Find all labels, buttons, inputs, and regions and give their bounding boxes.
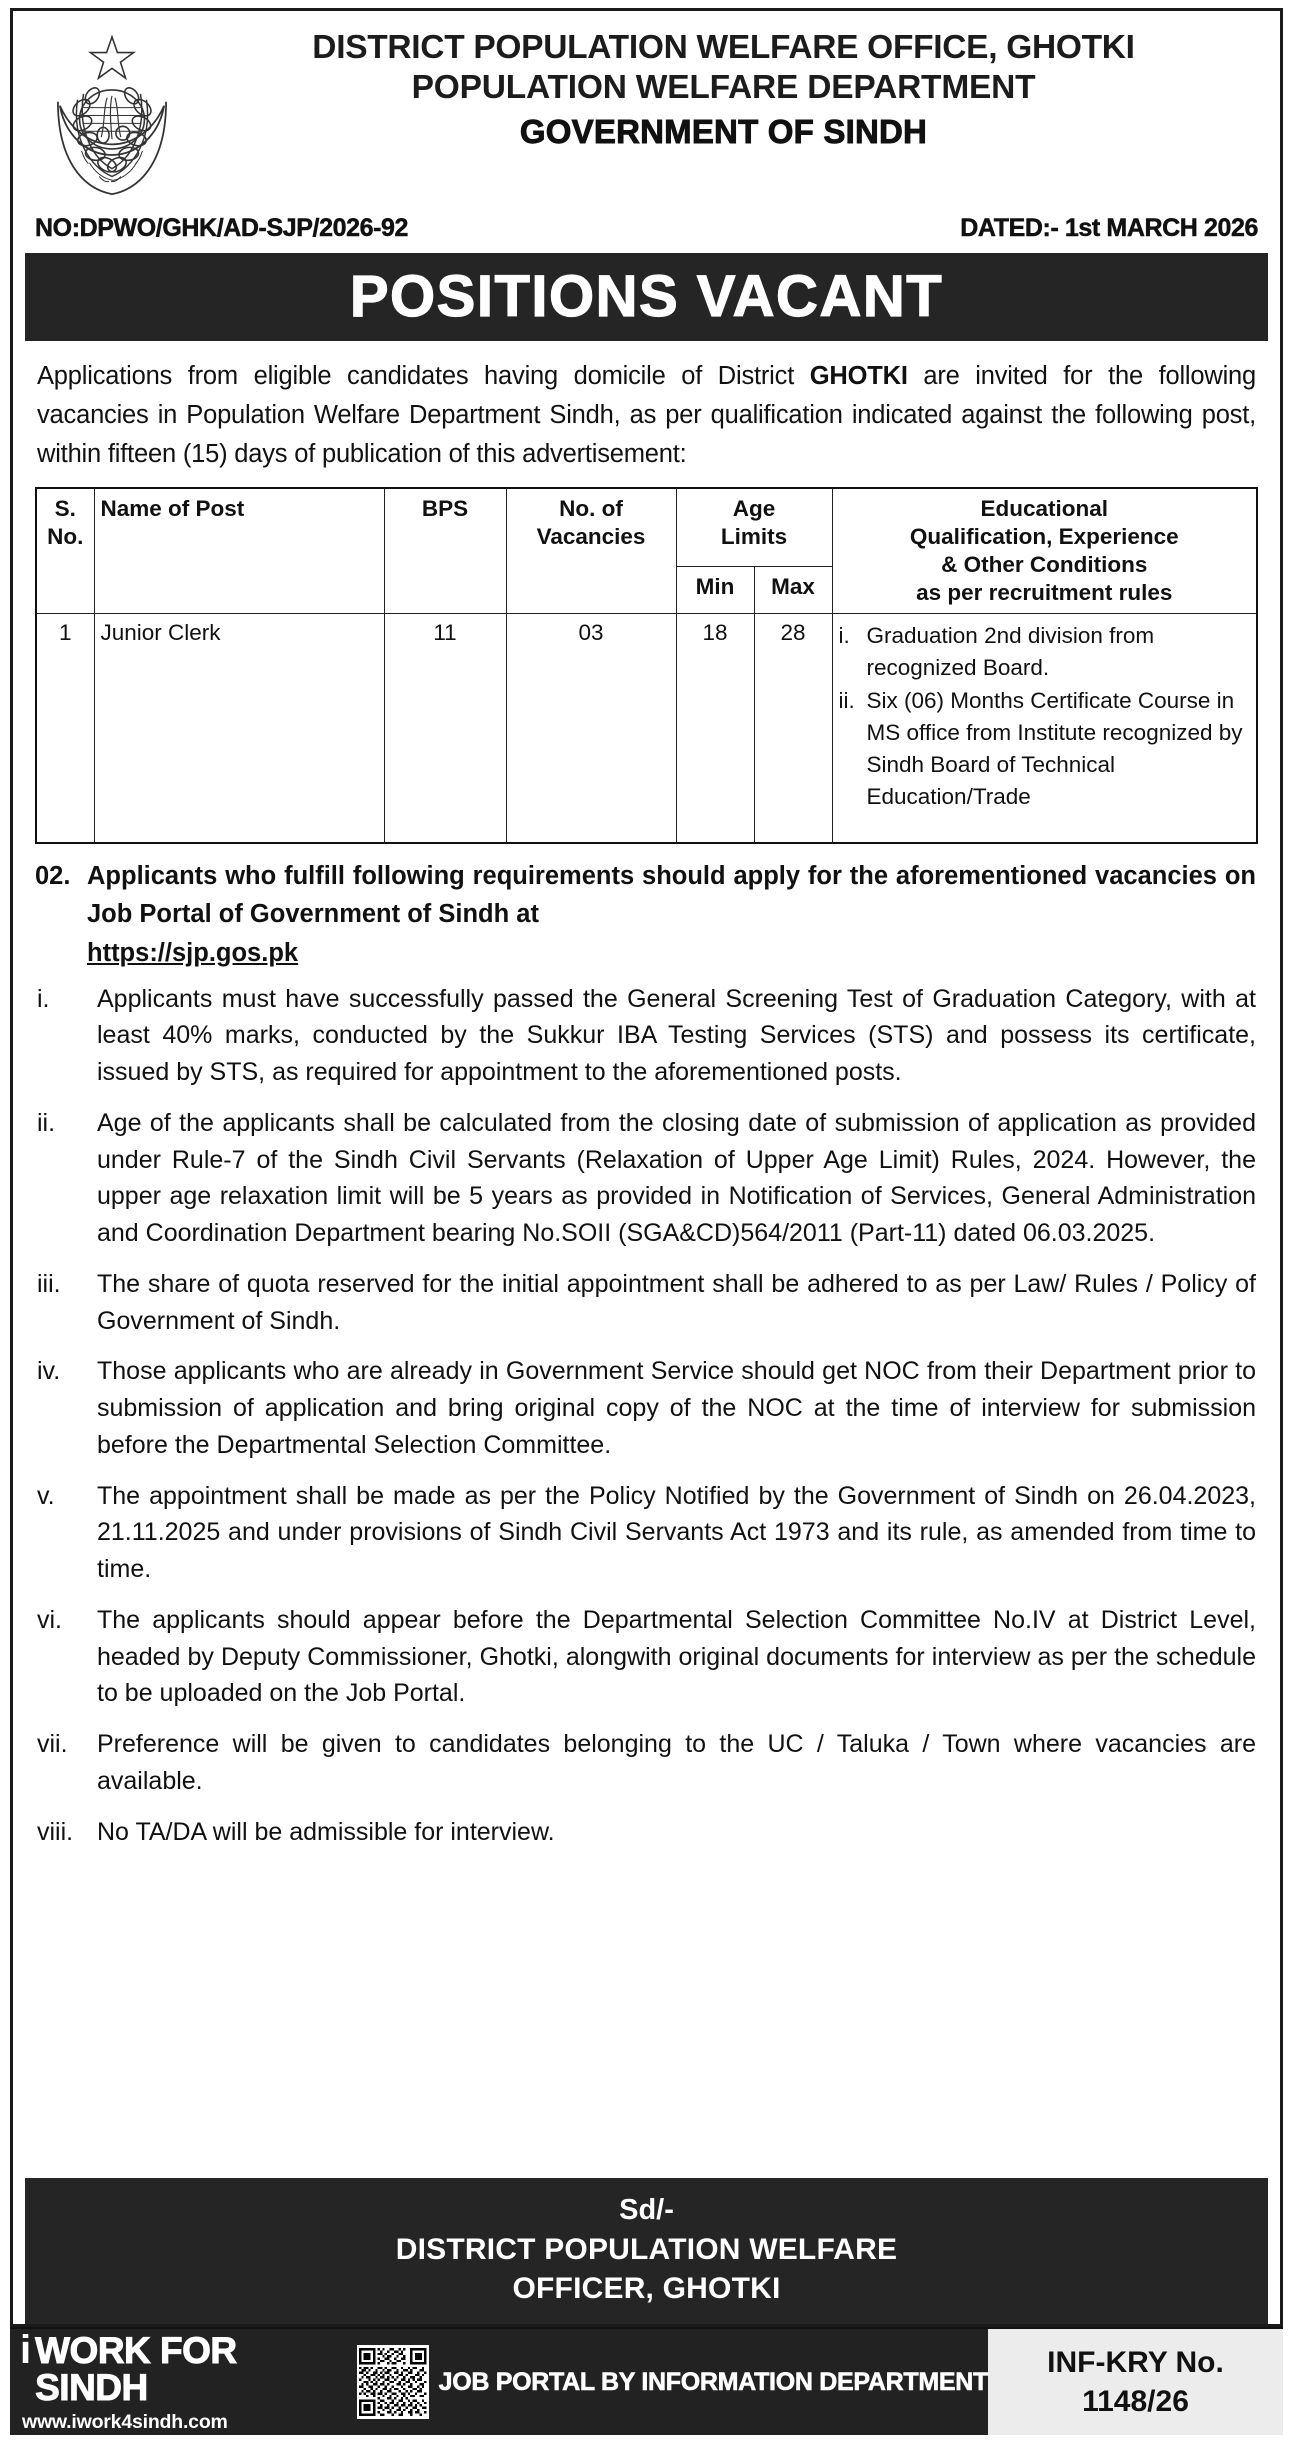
qualification-text: Six (06) Months Certificate Course in MS office from Institute recognized by Sindh Board of Technical Education/Trade [866,687,1243,809]
condition-marker: i. [37,984,50,1013]
condition-item-iv [35,1353,1256,1463]
condition-item-i [35,981,1256,1091]
header-name-of-post: Name of Post [94,488,384,613]
intro-district: GHOTKI [809,362,908,390]
reference-line [13,204,1280,251]
header-vacancies-line2: Vacancies [536,524,646,550]
condition-text: Those applicants who are already in Government Service should get NOC from their Department prior to submission of application and bring original copy of the NOC at the time of interview for submission before the Departmental Selection Committee. [97,1357,1256,1459]
condition-marker: vii. [37,1730,68,1759]
header-age-limits [676,488,832,567]
office-title: DISTRICT POPULATION WELFARE OFFICE, GHOTKI [312,29,1135,66]
header-edu-line4: as per recruitment rules [916,579,1173,605]
condition-item-vii [35,1726,1256,1800]
condition-item-vi [35,1602,1256,1712]
government-of-sindh-emblem-icon [37,29,187,204]
header-vacancies-line1: No. of [559,496,623,522]
qualification-marker: i. [838,622,850,648]
condition-text: The share of quota reserved for the initial appointment shall be adhered to as per Law/ Rules / Policy of Government of Sindh. [97,1269,1256,1335]
banner-title: POSITIONS VACANT [349,264,944,329]
header-vacancies [506,488,676,613]
iwork-brand [20,2327,347,2434]
condition-item-iii [35,1266,1256,1340]
condition-text: Preference will be given to candidates belonging to the UC / Taluka / Town where vacancies are available. [97,1730,1256,1795]
condition-marker: viii. [37,1817,74,1846]
header-age-line1: Age [732,496,776,522]
signature-line1: DISTRICT POPULATION WELFARE [395,2233,898,2266]
clause-02-text-wrap [87,858,1256,972]
cell-serial-no: 1 [36,613,94,843]
footer-dark-section [10,2329,988,2435]
list-item [839,620,1251,684]
header-age-line2: Limits [720,524,788,550]
condition-item-viii [35,1814,1256,1851]
header-edu-line1: Educational [980,496,1109,522]
header-titles [187,29,1266,152]
clause-02 [13,844,1280,974]
cell-qualifications [832,613,1257,843]
header-serial-no [36,488,94,613]
signature-block [25,2178,1268,2324]
footer-bar [10,2327,1283,2435]
iwork-i-logo-icon: i [20,2327,32,2372]
condition-text: The applicants should appear before the Departmental Selection Committee No.IV at District Level, headed by Deputy Commissioner, Ghotki, alongwith original documents for interview as per the schedule to be uploaded on the Job Portal. [97,1605,1256,1708]
vacancy-table-body [36,613,1257,843]
table-header-row [36,488,1257,567]
condition-text: Age of the applicants shall be calculated from the closing date of submission of application as provided under Rule-7 of the Sindh Civil Servants (Relaxation of Upper Age Limit) Rules, 2024. However, the upper age relaxation limit will be 5 years as provided in Notification of Services, General Administration and Coordination Department bearing No.SOII (SGA&CD)564/2011 (Part-11) dated 06.03.2025. [97,1108,1256,1248]
condition-marker: ii. [37,1108,56,1137]
intro-part1: Applications from eligible candidates having domicile of District [37,362,810,390]
vacancy-table [35,487,1258,844]
list-item [839,685,1251,813]
job-portal-caption: JOB PORTAL BY INFORMATION DEPARTMENT [438,2367,988,2396]
clause-02-text: Applicants who fulfill following requirements should apply for the aforementioned vacancies on Job Portal of Government of Sindh at [87,862,1256,929]
intro-part2: are invited for the following vacancies in Population Welfare Department Sindh, as per qualification indicated against the following post, within fifteen (15) days of publication of this advertisement: [37,362,1257,468]
positions-vacant-banner [25,253,1268,341]
condition-marker: iii. [37,1269,61,1298]
layout-spacer [13,1864,1280,2166]
intro-paragraph [13,341,1280,479]
condition-marker: vi. [37,1605,62,1634]
inf-value: 1148/26 [1082,2385,1189,2418]
condition-text: The appointment shall be made as per the Policy Notified by the Government of Sindh on 26.04.2023, 21.11.2025 and under provisions of Sindh Civil Servants Act 1973 and its rule, as amended from time to time. [97,1481,1256,1584]
iwork-brand-text: WORK FOR SINDH [35,2329,237,2408]
iwork-website: www.iwork4sindh.com [22,2410,228,2433]
job-portal-link[interactable]: https://sjp.gos.pk [87,938,299,967]
signature-sd: Sd/- [619,2194,674,2227]
condition-item-ii [35,1105,1256,1252]
condition-marker: iv. [37,1357,61,1386]
cell-vacancies: 03 [506,613,676,843]
vacancy-table-head [36,488,1257,613]
qr-code-icon [357,2345,429,2419]
clause-02-number: 02. [35,862,71,891]
government-title: GOVERNMENT OF SINDH [519,112,928,150]
condition-marker: v. [37,1481,55,1510]
clause-02-url-line [87,934,1256,973]
cell-age-min: 18 [676,613,754,843]
header-serial-line1: S. [54,496,76,522]
cell-name-of-post: Junior Clerk [94,613,384,843]
inf-number-section [988,2329,1283,2435]
reference-date: DATED:- 1st MARCH 2026 [960,214,1258,242]
header-serial-line2: No. [47,524,84,550]
conditions-list [13,975,1280,1865]
inf-label: INF-KRY No. [1047,2346,1224,2379]
document-header [13,11,1280,204]
header-age-min: Min [676,567,754,613]
qualification-text: Graduation 2nd division from recognized Board. [866,622,1155,680]
condition-text: Applicants must have successfully passed the General Screening Test of Graduation Category, with at least 40% marks, conducted by the Sukkur IBA Testing Services (STS) and possess its certificate, issued by STS, as required for appointment to the aforementioned posts. [97,984,1256,1087]
condition-text: No TA/DA will be admissible for interview. [97,1817,555,1846]
header-educational-qualification [832,488,1257,613]
condition-item-v [35,1478,1256,1588]
header-edu-line3: & Other Conditions [941,552,1148,578]
cell-bps: 11 [384,613,506,843]
header-edu-line2: Qualification, Experience [909,524,1179,550]
qualification-list [839,620,1251,813]
iwork-brand-top [20,2327,347,2408]
header-bps: BPS [384,488,506,613]
cell-age-max: 28 [754,613,832,843]
vacancy-table-wrapper [13,479,1280,844]
table-row [36,613,1257,843]
signature-line2: OFFICER, GHOTKI [512,2272,781,2305]
advertisement-frame [10,8,1283,2327]
department-title: POPULATION WELFARE DEPARTMENT [411,68,1036,106]
header-age-max: Max [754,567,832,613]
qualification-marker: ii. [838,687,855,713]
reference-number: NO:DPWO/GHK/AD-SJP/2026-92 [35,214,409,242]
